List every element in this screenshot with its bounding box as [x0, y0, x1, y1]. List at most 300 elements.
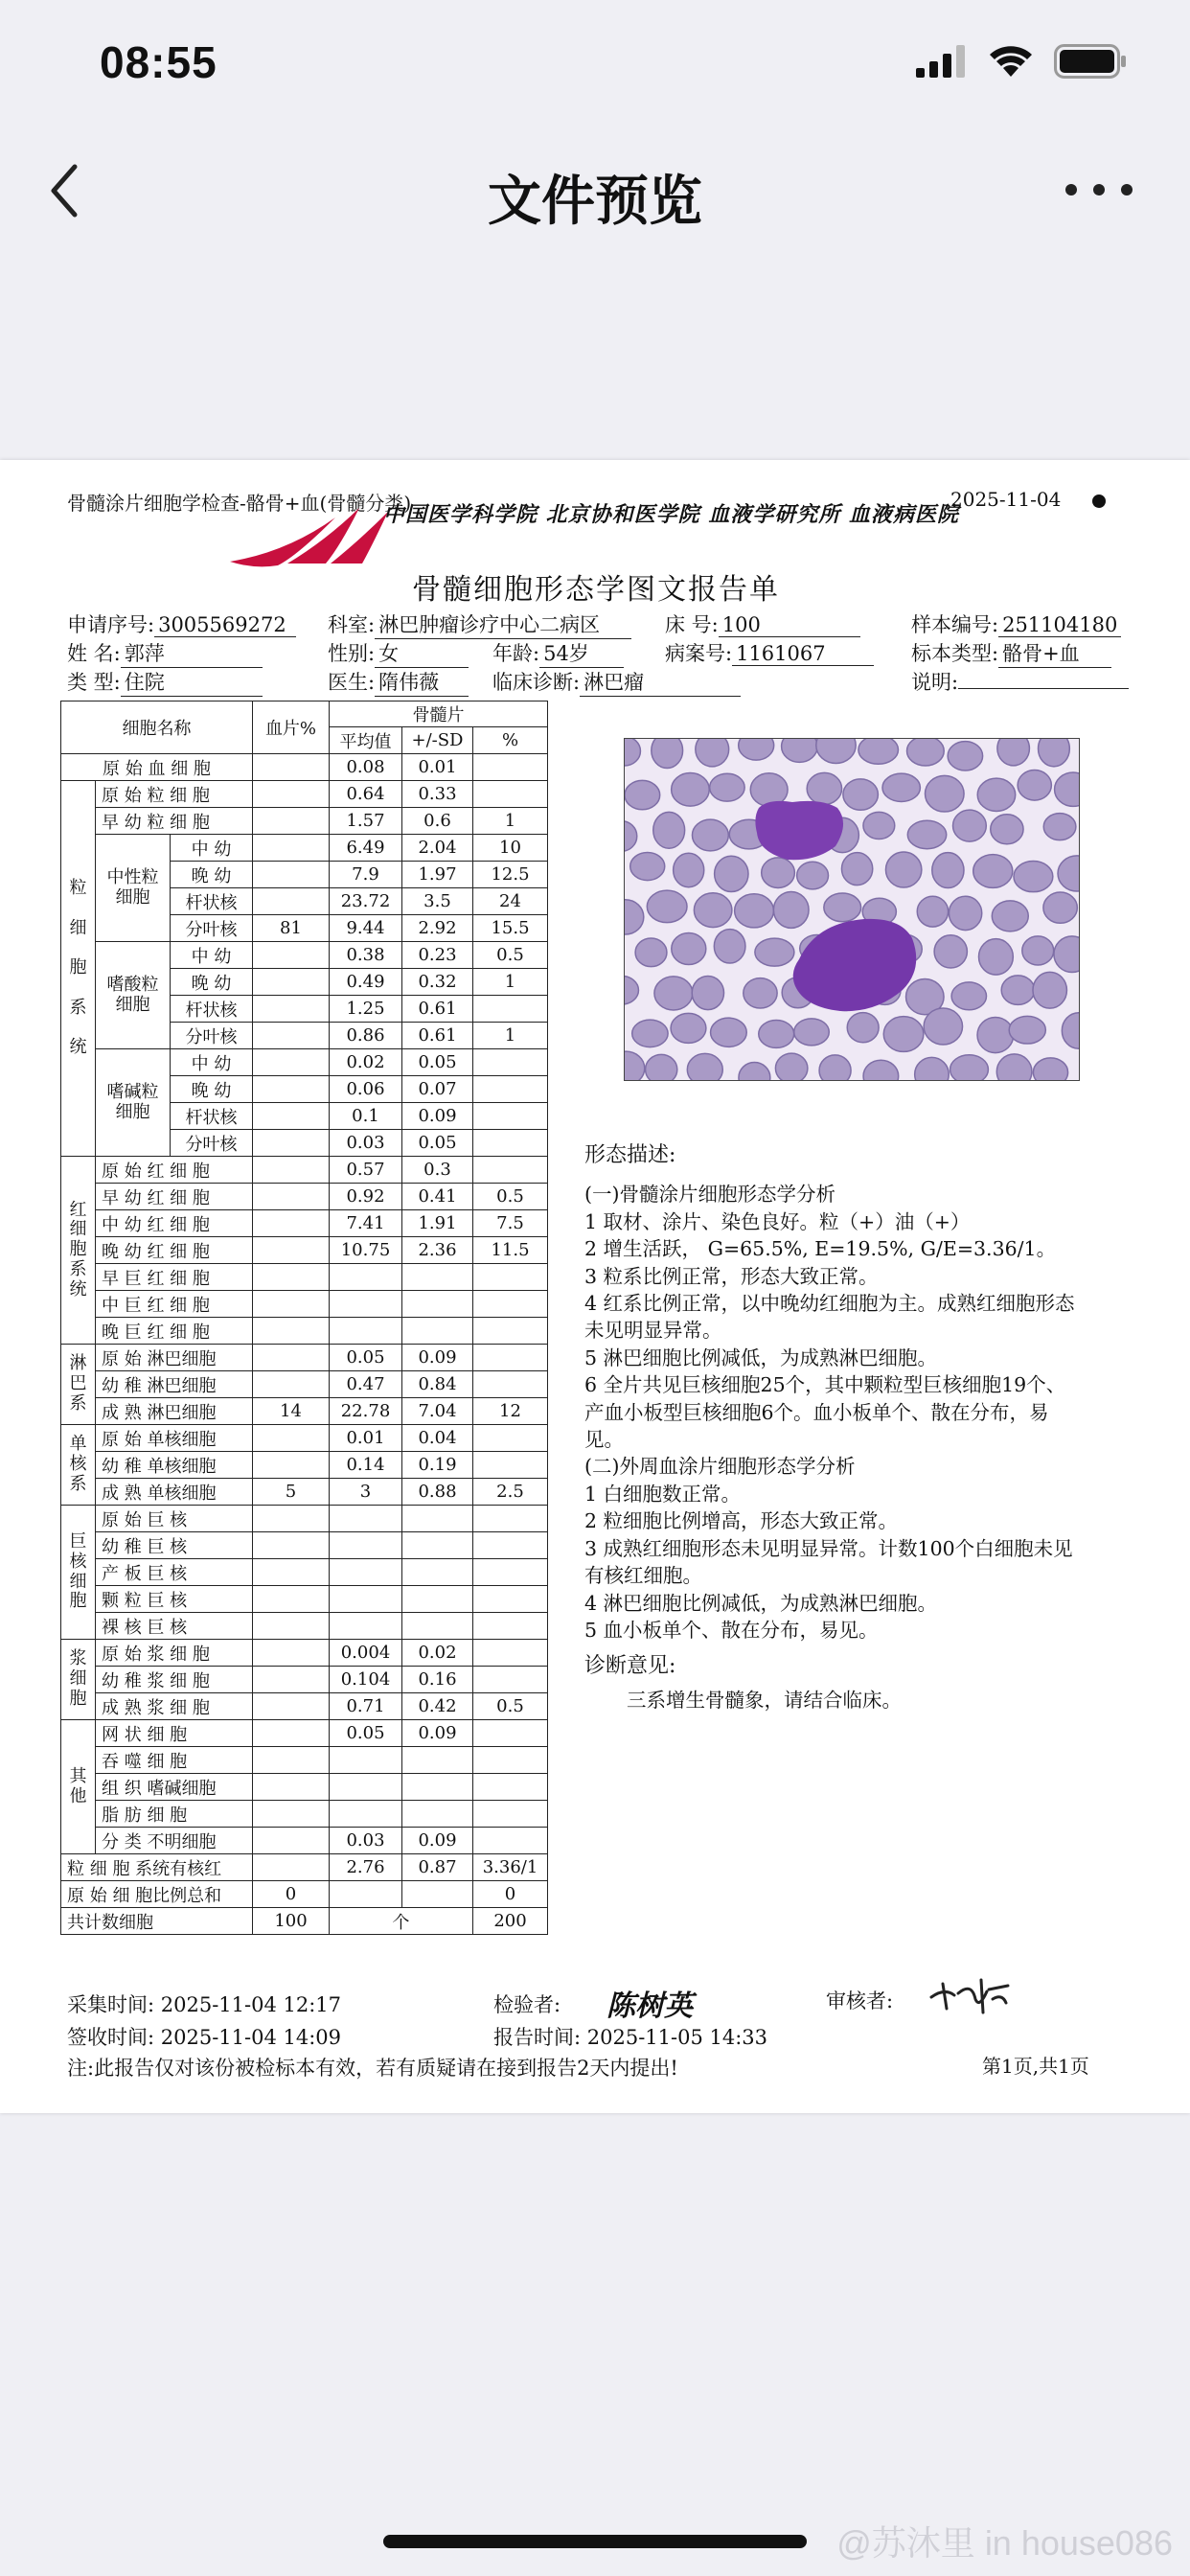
red-blood-cell: [735, 894, 774, 928]
red-blood-cell: [653, 812, 685, 848]
sd-value: 0.09: [402, 1345, 473, 1371]
red-blood-cell: [1014, 862, 1053, 892]
cell-name: 原 始 单核细胞: [96, 1425, 253, 1452]
blood-value: [253, 1747, 330, 1774]
sd-value: 0.61: [402, 996, 473, 1023]
red-blood-cell: [672, 932, 706, 964]
red-blood-cell: [948, 742, 982, 770]
red-blood-cell: [907, 738, 945, 766]
case-no-label: 病案号:: [665, 642, 733, 665]
head-pct: %: [473, 727, 548, 754]
sd-value: 0.32: [402, 969, 473, 996]
sample-no: 251104180: [998, 613, 1121, 637]
blood-value: [253, 1854, 330, 1881]
cell-name: 裸 核 巨 核: [96, 1613, 253, 1640]
sd-value: [402, 1318, 473, 1345]
diagnosis-title: 诊断意见:: [584, 1654, 676, 1679]
pct-value: [473, 1640, 548, 1667]
diagnosis-text: 三系增生骨髓象，请结合临床。: [627, 1688, 902, 1712]
blood-value: [253, 754, 330, 781]
doctor-label: 医生:: [328, 671, 376, 694]
blood-value: 5: [253, 1479, 330, 1506]
pct-value: [473, 1371, 548, 1398]
sd-value: 0.05: [402, 1130, 473, 1157]
mean-value: 0.64: [330, 781, 402, 808]
pct-value: 1: [473, 969, 548, 996]
red-blood-cell: [953, 810, 987, 841]
blood-value: 0: [253, 1881, 330, 1908]
sd-value: 2.36: [402, 1237, 473, 1264]
blood-value: [253, 942, 330, 969]
blood-value: [253, 1210, 330, 1237]
red-blood-cell: [773, 891, 809, 928]
table-row: [61, 835, 548, 862]
group-neut: 中性粒 细胞: [96, 835, 171, 942]
head-cell-name: 细胞名称: [61, 702, 253, 754]
description-line: 6 全片共见巨核细胞25个，其中颗粒型巨核细胞19个、产血小板型巨核细胞6个。血小板单个、散在分布，易见。: [584, 1373, 1066, 1452]
table-row: [61, 1720, 548, 1747]
red-blood-cell: [949, 896, 981, 930]
red-blood-cell: [687, 1053, 722, 1081]
red-blood-cell: [755, 938, 794, 966]
table-row: [61, 1210, 548, 1237]
status-icons: [916, 44, 1127, 79]
wifi-icon: [989, 45, 1033, 78]
diag-label: 临床诊断:: [492, 671, 581, 694]
blood-value: [253, 1774, 330, 1801]
blood-value: [253, 1532, 330, 1559]
description-line: 3 成熟红细胞形态未见明显异常。计数100个白细胞未见有核红细胞。: [584, 1536, 1073, 1588]
sd-value: 1.97: [402, 862, 473, 888]
red-blood-cell: [979, 939, 1014, 975]
pct-value: [473, 1774, 548, 1801]
cell-name: 幼 稚 浆 细 胞: [96, 1667, 253, 1693]
pct-value: [473, 1130, 548, 1157]
description-line: 4 淋巴细胞比例减低，为成熟淋巴细胞。: [584, 1591, 938, 1615]
blood-value: 14: [253, 1398, 330, 1425]
sd-value: 0.88: [402, 1479, 473, 1506]
group-other: 其 他: [61, 1720, 96, 1854]
mean-value: [330, 1613, 402, 1640]
mean-value: [330, 1264, 402, 1291]
red-blood-cell: [711, 1018, 747, 1046]
cell-name: 原 始 浆 细 胞: [96, 1640, 253, 1667]
mean-value: [330, 1318, 402, 1345]
cell-name: 晚 幼: [171, 862, 253, 888]
red-blood-cell: [635, 938, 667, 967]
sample-no-label: 样本编号:: [911, 613, 999, 636]
red-blood-cell: [652, 738, 683, 768]
head-sd: +/-SD: [402, 727, 473, 754]
pct-value: [473, 754, 548, 781]
dept-label: 科室:: [328, 613, 376, 636]
description-line: 5 淋巴细胞比例减低，为成熟淋巴细胞。: [584, 1346, 938, 1369]
status-bar: [0, 0, 1190, 134]
sd-value: 0.41: [402, 1184, 473, 1210]
more-options-icon[interactable]: [1065, 178, 1133, 201]
cell-name: 杆状核: [171, 1103, 253, 1130]
sd-value: 0.61: [402, 1023, 473, 1049]
table-row: [61, 1532, 548, 1559]
blood-value: [253, 1023, 330, 1049]
cell-name: 幼 稚 单核细胞: [96, 1452, 253, 1479]
blood-value: [253, 1076, 330, 1103]
red-blood-cell: [630, 852, 665, 880]
sd-value: [402, 1747, 473, 1774]
cell-name: 产 板 巨 核: [96, 1559, 253, 1586]
mean-value: 0.104: [330, 1667, 402, 1693]
blood-value: 81: [253, 915, 330, 942]
pct-value: 0.5: [473, 1693, 548, 1720]
head-marrow: 骨髓片: [330, 702, 548, 727]
pct-value: [473, 1264, 548, 1291]
apply-no: 3005569272: [154, 613, 296, 637]
blood-value: [253, 1640, 330, 1667]
group-baso: 嗜碱粒 细胞: [96, 1049, 171, 1157]
table-row: [61, 1613, 548, 1640]
blood-value: [253, 888, 330, 915]
mean-value: 9.44: [330, 915, 402, 942]
table-header: [61, 702, 548, 727]
cell-name: 幼 稚 淋巴细胞: [96, 1371, 253, 1398]
mean-value: 0.49: [330, 969, 402, 996]
mean-value: [330, 1747, 402, 1774]
pct-value: 15.5: [473, 915, 548, 942]
blood-value: [253, 1425, 330, 1452]
pct-value: 1: [473, 808, 548, 835]
red-blood-cell: [671, 1013, 706, 1043]
blood-value: [253, 781, 330, 808]
table-row: [61, 1640, 548, 1667]
pct-value: [473, 1613, 548, 1640]
mean-value: 0.06: [330, 1076, 402, 1103]
mean-value: [330, 1532, 402, 1559]
red-blood-cell: [646, 1054, 677, 1081]
pct-value: [473, 1506, 548, 1532]
sample-type-label: 标本类型:: [911, 642, 999, 665]
nav-bar: [0, 144, 1190, 240]
hospital-logo-icon: [230, 502, 393, 569]
pct-value: [473, 1532, 548, 1559]
pct-value: [473, 1720, 548, 1747]
sd-value: 0.6: [402, 808, 473, 835]
pct-value: 12: [473, 1398, 548, 1425]
table-row: [61, 1318, 548, 1345]
sample-type: 骼骨+血: [998, 638, 1111, 668]
cell-name: 成 熟 单核细胞: [96, 1479, 253, 1506]
cell-name: 原 始 淋巴细胞: [96, 1345, 253, 1371]
bed-label: 床 号:: [665, 613, 719, 636]
red-blood-cell: [977, 1017, 1014, 1052]
red-blood-cell: [696, 738, 729, 767]
cell-name: 分叶核: [171, 915, 253, 942]
cell-name: 早 巨 红 细 胞: [96, 1264, 253, 1291]
document-page[interactable]: [0, 460, 1190, 2113]
exam-name: 骨髓涂片细胞学检查-骼骨+血(骨髓分类): [67, 492, 412, 515]
cell-name: 粒 细 胞 系统有核红: [61, 1854, 253, 1881]
description-line: 1 白细胞数正常。: [584, 1482, 742, 1506]
description-line: 1 取材、涂片、染色良好。粒（+）油（+）: [584, 1209, 971, 1233]
patient-type: 住院: [121, 667, 263, 697]
sd-value: [402, 1291, 473, 1318]
red-blood-cell: [885, 852, 921, 887]
blood-value: [253, 1049, 330, 1076]
cell-name: 分叶核: [171, 1130, 253, 1157]
group-lympho: 淋 巴 系: [61, 1345, 96, 1425]
red-blood-cell: [739, 738, 774, 760]
cell-name: 共计数细胞: [61, 1908, 253, 1935]
red-blood-cell: [932, 853, 964, 888]
red-blood-cell: [794, 1019, 830, 1046]
sd-value: 0.09: [402, 1828, 473, 1854]
cell-name: 中 幼: [171, 942, 253, 969]
sd-value: 2.04: [402, 835, 473, 862]
pct-value: 12.5: [473, 862, 548, 888]
examiner-signature: 陈树英: [606, 1990, 693, 2023]
blood-value: [253, 1237, 330, 1264]
red-blood-cell: [1033, 1058, 1067, 1081]
group-plasma: 浆 细 胞: [61, 1640, 96, 1720]
footer-note: 注:此报告仅对该份被检标本有效，若有质疑请在接到报告2天内提出!: [67, 2057, 678, 2080]
logo-text: 中国医学科学院 北京协和医学院 血液学研究所 血液病医院: [383, 502, 959, 527]
pct-value: [473, 1828, 548, 1854]
cell-name: 原 始 红 细 胞: [96, 1157, 253, 1184]
pct-value: 0: [473, 1881, 548, 1908]
patient-name: 郭萍: [121, 638, 263, 668]
description-line: 2 增生活跃， G=65.5%, E=19.5%, G/E=3.36/1。: [584, 1237, 1057, 1261]
description-line: 3 粒系比例正常，形态大致正常。: [584, 1264, 879, 1288]
blood-value: [253, 1318, 330, 1345]
clinical-diagnosis: 淋巴瘤: [580, 667, 741, 697]
cell-name: 杆状核: [171, 888, 253, 915]
table-row: [61, 808, 548, 835]
red-blood-cell: [1001, 976, 1034, 1004]
red-blood-cell: [1043, 892, 1077, 923]
page-indicator: 第1页,共1页: [982, 2055, 1089, 2078]
red-blood-cell: [674, 853, 704, 887]
table-row: [61, 1747, 548, 1774]
red-blood-cell: [991, 815, 1023, 844]
cell-name: 原 始 巨 核: [96, 1506, 253, 1532]
mean-value: 0.86: [330, 1023, 402, 1049]
table-row: [61, 1506, 548, 1532]
pct-value: 0.5: [473, 942, 548, 969]
bone-marrow-micrograph: [624, 738, 1080, 1081]
blood-value: [253, 1291, 330, 1318]
sd-value: 7.04: [402, 1398, 473, 1425]
name-label: 姓 名:: [67, 642, 121, 665]
red-blood-cell: [632, 1020, 668, 1047]
red-blood-cell: [625, 780, 660, 809]
pct-value: 10: [473, 835, 548, 862]
red-blood-cell: [710, 773, 745, 801]
table-row: [61, 1479, 548, 1506]
table-row: [61, 1398, 548, 1425]
table-row: [61, 1828, 548, 1854]
mean-value: 0.38: [330, 942, 402, 969]
blood-value: [253, 1559, 330, 1586]
cell-name: 晚 巨 红 细 胞: [96, 1318, 253, 1345]
cell-name: 成 熟 浆 细 胞: [96, 1693, 253, 1720]
mean-value: [330, 1801, 402, 1828]
red-blood-cell: [843, 779, 879, 810]
pct-value: [473, 1559, 548, 1586]
pct-value: 2.5: [473, 1479, 548, 1506]
blood-value: [253, 835, 330, 862]
sd-value: [402, 1586, 473, 1613]
receive-time: 签收时间: 2025-11-04 14:09: [67, 2026, 342, 2049]
sd-value: 1.91: [402, 1210, 473, 1237]
red-blood-cell: [973, 855, 1013, 888]
table-row: [61, 1237, 548, 1264]
mean-value: 0.71: [330, 1693, 402, 1720]
blood-value: [253, 808, 330, 835]
red-blood-cell: [917, 896, 948, 927]
red-blood-cell: [924, 1008, 962, 1045]
table-row: [61, 781, 548, 808]
red-blood-cell: [997, 738, 1030, 766]
blood-value: [253, 1720, 330, 1747]
mean-value: [330, 1586, 402, 1613]
red-blood-cell: [863, 812, 895, 839]
table-row: [61, 1801, 548, 1828]
red-blood-cell: [883, 1017, 924, 1052]
cellular-signal-icon: [916, 45, 968, 78]
pct-value: [473, 1345, 548, 1371]
cell-name: 早 幼 粒 细 胞: [96, 808, 253, 835]
description-line: 5 血小板单个、散在分布，易见。: [584, 1618, 879, 1642]
red-blood-cell: [654, 977, 693, 1010]
mean-value: 0.57: [330, 1157, 402, 1184]
red-blood-cell: [782, 738, 818, 762]
pct-value: 7.5: [473, 1210, 548, 1237]
red-blood-cell: [744, 978, 777, 1008]
report-date: 2025-11-04: [950, 488, 1062, 511]
red-blood-cell: [951, 982, 986, 1010]
red-blood-cell: [647, 890, 687, 923]
mean-value: [330, 1881, 402, 1908]
pct-value: 11.5: [473, 1237, 548, 1264]
blood-value: [253, 1103, 330, 1130]
count-pct: 200: [473, 1908, 548, 1935]
red-blood-cell: [1039, 738, 1070, 767]
pct-value: [473, 1425, 548, 1452]
blood-value: [253, 1184, 330, 1210]
red-blood-cell: [715, 856, 748, 891]
cell-name: 原 始 血 细 胞: [61, 754, 253, 781]
blood-value: [253, 1452, 330, 1479]
table-row: [61, 1291, 548, 1318]
mean-value: [330, 1291, 402, 1318]
cell-name: 组 织 嗜碱细胞: [96, 1774, 253, 1801]
sd-value: [402, 1801, 473, 1828]
description-line: (一)骨髓涂片细胞形态学分析: [584, 1183, 835, 1207]
home-indicator[interactable]: [383, 2535, 807, 2548]
mean-value: 0.02: [330, 1049, 402, 1076]
red-blood-cell: [1022, 936, 1054, 965]
report-title: 骨髓细胞形态学图文报告单: [412, 573, 780, 607]
pct-value: [473, 1747, 548, 1774]
red-blood-cell: [797, 862, 829, 889]
red-blood-cell: [950, 1055, 989, 1081]
pct-value: [473, 1318, 548, 1345]
table-row: [61, 1693, 548, 1720]
head-mean: 平均值: [330, 727, 402, 754]
description-line: 2 粒细胞比例增高，形态大致正常。: [584, 1509, 899, 1533]
red-blood-cell: [977, 778, 1015, 811]
red-blood-cell: [807, 772, 841, 804]
pct-value: [473, 1586, 548, 1613]
sd-value: 0.33: [402, 781, 473, 808]
table-row: [61, 1184, 548, 1210]
red-blood-cell: [762, 858, 795, 888]
blood-value: [253, 996, 330, 1023]
mean-value: 22.78: [330, 1398, 402, 1425]
table-row: [61, 754, 548, 781]
sd-value: [402, 1774, 473, 1801]
sd-value: 0.19: [402, 1452, 473, 1479]
table-row: [61, 1908, 548, 1935]
group-granulo: 粒 细 胞 系 统: [61, 781, 96, 1157]
pct-value: [473, 996, 548, 1023]
sd-value: [402, 1559, 473, 1586]
cell-name: 中 巨 红 细 胞: [96, 1291, 253, 1318]
red-blood-cell: [672, 773, 710, 807]
pct-value: [473, 1103, 548, 1130]
note-value: [958, 688, 1129, 689]
description-line: (二)外周血涂片细胞形态学分析: [584, 1455, 856, 1479]
apply-no-label: 申请序号:: [67, 613, 155, 636]
cell-name: 中 幼: [171, 835, 253, 862]
sd-value: [402, 1532, 473, 1559]
cell-name: 分叶核: [171, 1023, 253, 1049]
type-label: 类 型:: [67, 671, 121, 694]
red-blood-cell: [775, 1053, 807, 1081]
sex: 女: [375, 638, 469, 668]
mean-value: [330, 1506, 402, 1532]
blood-value: [253, 1130, 330, 1157]
sd-value: [402, 1264, 473, 1291]
cell-name: 中 幼 红 细 胞: [96, 1210, 253, 1237]
sd-value: 0.87: [402, 1854, 473, 1881]
age-label: 年龄:: [492, 642, 540, 665]
red-blood-cell: [882, 773, 920, 801]
blood-value: [253, 1693, 330, 1720]
red-blood-cell: [692, 976, 723, 1009]
blood-value: [253, 1613, 330, 1640]
red-blood-cell: [759, 1020, 794, 1047]
mean-value: 0.1: [330, 1103, 402, 1130]
pct-value: 1: [473, 1023, 548, 1049]
red-blood-cell: [819, 1055, 851, 1081]
blood-value: [253, 1506, 330, 1532]
bed: 100: [719, 613, 860, 637]
mean-value: 3: [330, 1479, 402, 1506]
pct-value: [473, 1049, 548, 1076]
blood-value: [253, 1828, 330, 1854]
sd-value: 0.3: [402, 1157, 473, 1184]
cell-name: 杆状核: [171, 996, 253, 1023]
group-erythro: 红 细 胞 系 统: [61, 1157, 96, 1345]
morphology-description: [584, 1142, 1083, 1714]
sd-value: 0.02: [402, 1640, 473, 1667]
red-blood-cell: [1018, 770, 1051, 801]
report-time: 报告时间: 2025-11-05 14:33: [493, 2026, 768, 2049]
cell-name: 中 幼: [171, 1049, 253, 1076]
mean-value: [330, 1774, 402, 1801]
cell-name: 颗 粒 巨 核: [96, 1586, 253, 1613]
pct-value: [473, 1076, 548, 1103]
